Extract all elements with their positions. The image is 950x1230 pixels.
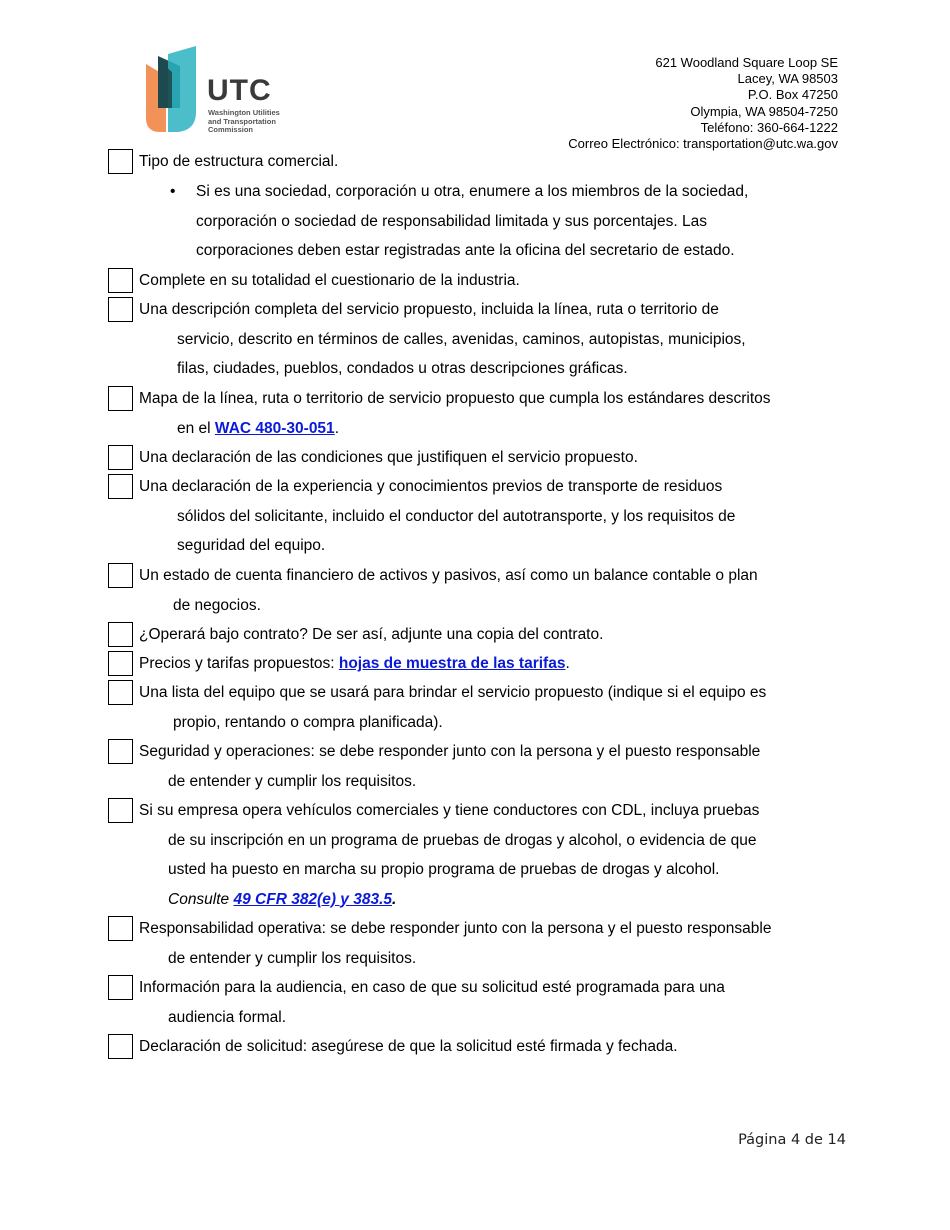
agency-address bbox=[568, 55, 838, 152]
item-text: de entender y cumplir los requisitos. bbox=[168, 772, 417, 790]
item-text: Una descripción completa del servicio propuesto, incluida la línea, ruta o territorio de bbox=[139, 301, 719, 318]
checkbox[interactable] bbox=[108, 1034, 133, 1059]
checklist-item bbox=[108, 266, 848, 296]
item-text: usted ha puesto en marcha su propio programa de pruebas de drogas y alcohol. bbox=[168, 861, 720, 878]
page-number: Página 4 de 14 bbox=[738, 1132, 846, 1148]
bullet-list-item bbox=[170, 177, 748, 266]
item-text: filas, ciudades, pueblos, condados u otras descripciones gráficas. bbox=[177, 360, 628, 377]
bullet-text: corporación o sociedad de responsabilidad limitada y sus porcentajes. Las bbox=[196, 212, 707, 230]
item-text: servicio, descrito en términos de calles, avenidas, caminos, autopistas, municipios, bbox=[177, 330, 746, 348]
checklist-item bbox=[108, 973, 848, 1032]
logo-subtitle: Washington Utilities and Transportation Commission bbox=[208, 108, 280, 134]
checkbox[interactable] bbox=[108, 268, 133, 293]
checklist-item bbox=[108, 914, 848, 973]
checklist-item bbox=[108, 1032, 848, 1062]
checklist-item bbox=[108, 796, 848, 914]
utc-logo-mark-icon bbox=[144, 46, 206, 136]
item-text: propio, rentando o compra planificada). bbox=[173, 713, 443, 731]
item-text-line bbox=[139, 649, 848, 679]
rate-sheets-link[interactable]: hojas de muestra de las tarifas bbox=[338, 655, 566, 672]
bullet-text: corporaciones deben estar registradas ante la oficina del secretario de estado. bbox=[196, 242, 735, 259]
item-text: audiencia formal. bbox=[168, 1008, 287, 1026]
item-text-suffix: . bbox=[392, 890, 397, 908]
checklist-item bbox=[108, 561, 848, 620]
checkbox[interactable] bbox=[108, 386, 133, 411]
item-text-prefix: en el bbox=[177, 419, 215, 437]
bullet-icon: • bbox=[170, 183, 176, 200]
checklist-item bbox=[108, 472, 848, 561]
item-text-prefix: Consulte bbox=[168, 890, 234, 908]
checkbox[interactable] bbox=[108, 975, 133, 1000]
checklist-item bbox=[108, 443, 848, 473]
item-text: sólidos del solicitante, incluido el conductor del autotransporte, y los requisitos de bbox=[177, 507, 736, 525]
item-text: Seguridad y operaciones: se debe responder junto con la persona y el puesto responsable bbox=[139, 743, 761, 760]
item-text: Complete en su totalidad el cuestionario de la industria. bbox=[139, 272, 520, 289]
item-text: Si su empresa opera vehículos comerciales y tiene conductores con CDL, incluya pruebas bbox=[139, 802, 760, 819]
checkbox[interactable] bbox=[108, 739, 133, 764]
item-text-line bbox=[139, 414, 848, 444]
utc-logo bbox=[144, 46, 289, 136]
checkbox[interactable] bbox=[108, 651, 133, 676]
checklist-item bbox=[108, 620, 848, 650]
checkbox[interactable] bbox=[108, 297, 133, 322]
address-line: 621 Woodland Square Loop SE bbox=[655, 55, 838, 70]
checkbox[interactable] bbox=[108, 916, 133, 941]
wac-link[interactable]: WAC 480-30-051 bbox=[214, 419, 335, 437]
checkbox[interactable] bbox=[108, 445, 133, 470]
cfr-link[interactable]: 49 CFR 382(e) y 383.5 bbox=[233, 890, 393, 908]
address-email: Correo Electrónico: transportation@utc.wa.gov bbox=[568, 136, 838, 152]
item-text: Una declaración de la experiencia y conocimientos previos de transporte de residuos bbox=[139, 478, 723, 495]
item-text: Mapa de la línea, ruta o territorio de servicio propuesto que cumpla los estándares descritos bbox=[139, 390, 771, 407]
bullet-text: Si es una sociedad, corporación u otra, enumere a los miembros de la sociedad, bbox=[196, 183, 749, 200]
item-text: Responsabilidad operativa: se debe responder junto con la persona y el puesto responsable bbox=[139, 920, 772, 937]
item-text-suffix: . bbox=[565, 655, 570, 672]
address-line: Olympia, WA 98504-7250 bbox=[690, 103, 838, 119]
item-text: Una declaración de las condiciones que justifiquen el servicio propuesto. bbox=[139, 449, 638, 466]
checkbox[interactable] bbox=[108, 622, 133, 647]
checklist-item bbox=[108, 384, 848, 443]
address-phone: Teléfono: 360-664-1222 bbox=[700, 119, 838, 135]
checklist-item bbox=[108, 678, 848, 737]
checkbox[interactable] bbox=[108, 149, 133, 174]
item-text-prefix: Precios y tarifas propuestos: bbox=[139, 655, 339, 672]
checkbox[interactable] bbox=[108, 798, 133, 823]
checklist-item bbox=[108, 737, 848, 796]
address-line: P.O. Box 47250 bbox=[747, 87, 838, 103]
item-text: seguridad del equipo. bbox=[177, 537, 326, 554]
item-text-suffix: . bbox=[334, 419, 339, 437]
item-text: Declaración de solicitud: asegúrese de que la solicitud esté firmada y fechada. bbox=[139, 1038, 678, 1055]
item-text: Una lista del equipo que se usará para brindar el servicio propuesto (indique si el equipo es bbox=[139, 684, 767, 701]
item-text: Tipo de estructura comercial. bbox=[139, 153, 339, 170]
logo-wordmark: UTC bbox=[207, 74, 272, 107]
checklist-item bbox=[108, 295, 848, 384]
address-line: Lacey, WA 98503 bbox=[737, 71, 838, 87]
checkbox[interactable] bbox=[108, 563, 133, 588]
checkbox[interactable] bbox=[108, 474, 133, 499]
checklist-item bbox=[108, 147, 848, 177]
item-text: Información para la audiencia, en caso de que su solicitud esté programada para una bbox=[139, 979, 725, 996]
item-text: de negocios. bbox=[173, 596, 261, 614]
item-text: de entender y cumplir los requisitos. bbox=[168, 949, 417, 967]
checkbox[interactable] bbox=[108, 680, 133, 705]
item-text-line bbox=[139, 885, 848, 915]
item-text: de su inscripción en un programa de pruebas de drogas y alcohol, o evidencia de que bbox=[168, 831, 757, 849]
checklist-item bbox=[108, 649, 848, 679]
item-text: ¿Operará bajo contrato? De ser así, adjunte una copia del contrato. bbox=[139, 626, 604, 643]
item-text: Un estado de cuenta financiero de activos y pasivos, así como un balance contable o plan bbox=[139, 567, 758, 584]
